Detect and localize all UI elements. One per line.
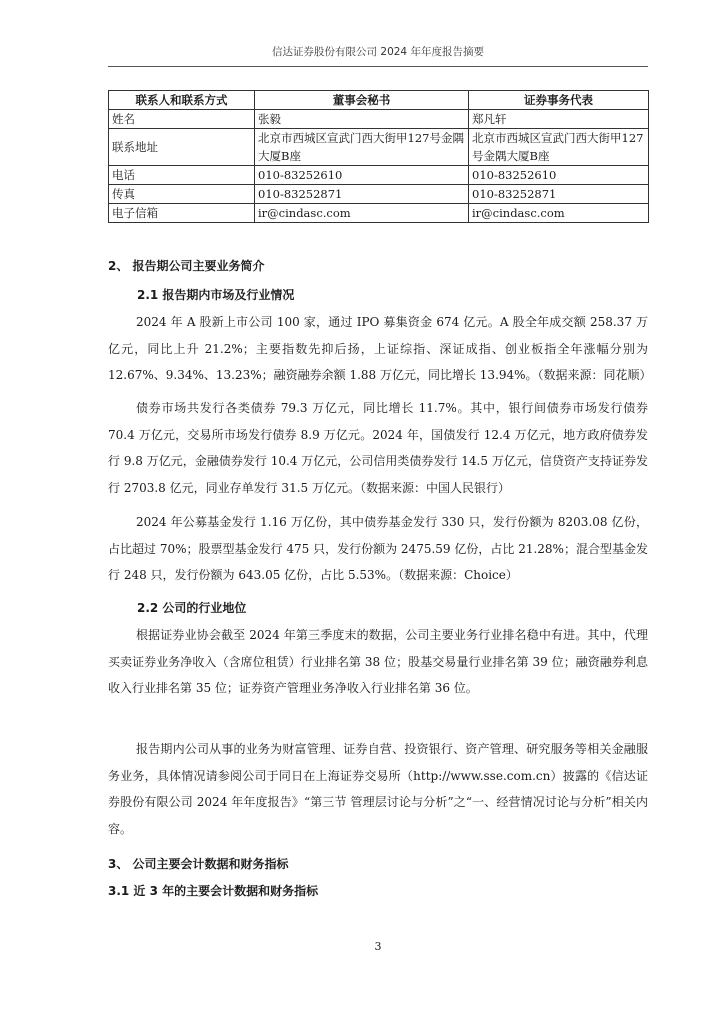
table-header-cell: 联系人和联系方式 (109, 91, 255, 110)
table-cell: 010-83252610 (469, 166, 649, 185)
table-header-cell: 董事会秘书 (255, 91, 469, 110)
table-cell: 联系地址 (109, 129, 255, 166)
table-cell: 张毅 (255, 110, 469, 129)
table-header-row (109, 91, 649, 110)
paragraph-business-scope: 报告期内公司从事的业务为财富管理、证券自营、投资银行、资产管理、研究服务等相关金融服务业务，具体情况请参阅公司于同日在上海证券交易所（http://www.sse.com.cn）披露的《信达证券股份有限公司 2024 年年度报告》“第三节 管理层讨论与分析”之“一、经营情况讨论与分析”相关内容。 (108, 742, 648, 836)
subsection-2-1-heading: 2.1 报告期内市场及行业情况 (137, 288, 295, 302)
table-cell: 传真 (109, 185, 255, 204)
subsection-3-1-heading: 3.1 近 3 年的主要会计数据和财务指标 (108, 884, 319, 898)
header-rule (108, 66, 648, 67)
table-cell: 姓名 (109, 110, 255, 129)
paragraph-stock-market: 2024 年 A 股新上市公司 100 家，通过 IPO 募集资金 674 亿元。A 股全年成交额 258.37 万亿元，同比上升 21.2%；主要指数先抑后扬，上证综指、深证成指、创业板指全年涨幅分别为 12.67%、9.34%、13.23%；融资融券余额 1.88 万亿元，同比增长 13.94%。（数据来源：同花顺） (108, 315, 652, 382)
page-number: 3 (374, 940, 382, 953)
table-cell: ir@cindasc.com (469, 204, 649, 223)
section-2-heading: 2、 报告期公司主要业务简介 (108, 259, 265, 273)
table-row (109, 166, 649, 185)
table-cell: 010-83252871 (469, 185, 649, 204)
table-cell: 010-83252610 (255, 166, 469, 185)
paragraph-industry-rank: 根据证券业协会截至 2024 年第三季度末的数据，公司主要业务行业排名稳中有进。其中，代理买卖证券业务净收入（含席位租赁）行业排名第 38 位；股基交易量行业排名第 39 位；融资融券利息收入行业排名第 35 位；证券资产管理业务净收入行业排名第 36 位。 (108, 628, 648, 695)
table-header-cell: 证券事务代表 (469, 91, 649, 110)
table-cell: 电子信箱 (109, 204, 255, 223)
page-header: 信达证券股份有限公司 2024 年年度报告摘要 (272, 46, 484, 58)
section-3-heading: 3、 公司主要会计数据和财务指标 (108, 857, 289, 871)
paragraph-fund-market: 2024 年公募基金发行 1.16 万亿份，其中债券基金发行 330 只，发行份额为 8203.08 亿份，占比超过 70%；股票型基金发行 475 只，发行份额为 2475.59 亿份，占比 21.28%；混合型基金发行 248 只，发行份额为 643.05 亿份，占比 5.53%。（数据来源：Choice） (108, 515, 648, 582)
contact-table (108, 90, 649, 223)
table-row (109, 185, 649, 204)
table-row (109, 129, 649, 166)
subsection-2-2-heading: 2.2 公司的行业地位 (137, 601, 247, 615)
table-cell: 北京市西城区宣武门西大街甲127号金隅大厦B座 (469, 129, 649, 166)
table-row (109, 204, 649, 223)
table-cell: ir@cindasc.com (255, 204, 469, 223)
table-cell: 010-83252871 (255, 185, 469, 204)
paragraph-bond-market: 债券市场共发行各类债券 79.3 万亿元，同比增长 11.7%。其中，银行间债券市场发行债券 70.4 万亿元，交易所市场发行债券 8.9 万亿元。2024 年，国债发行 12.4 万亿元，地方政府债券发行 9.8 万亿元，金融债券发行 10.4 万亿元，公司信用类债券发行 14.5 万亿元，信贷资产支持证券发行 2703.8 亿元，同业存单发行 31.5 万亿元。（数据来源：中国人民银行） (108, 401, 648, 495)
table-row (109, 110, 649, 129)
table-cell: 郑凡轩 (469, 110, 649, 129)
table-cell: 电话 (109, 166, 255, 185)
table-cell: 北京市西城区宣武门西大街甲127号金隅大厦B座 (255, 129, 469, 166)
